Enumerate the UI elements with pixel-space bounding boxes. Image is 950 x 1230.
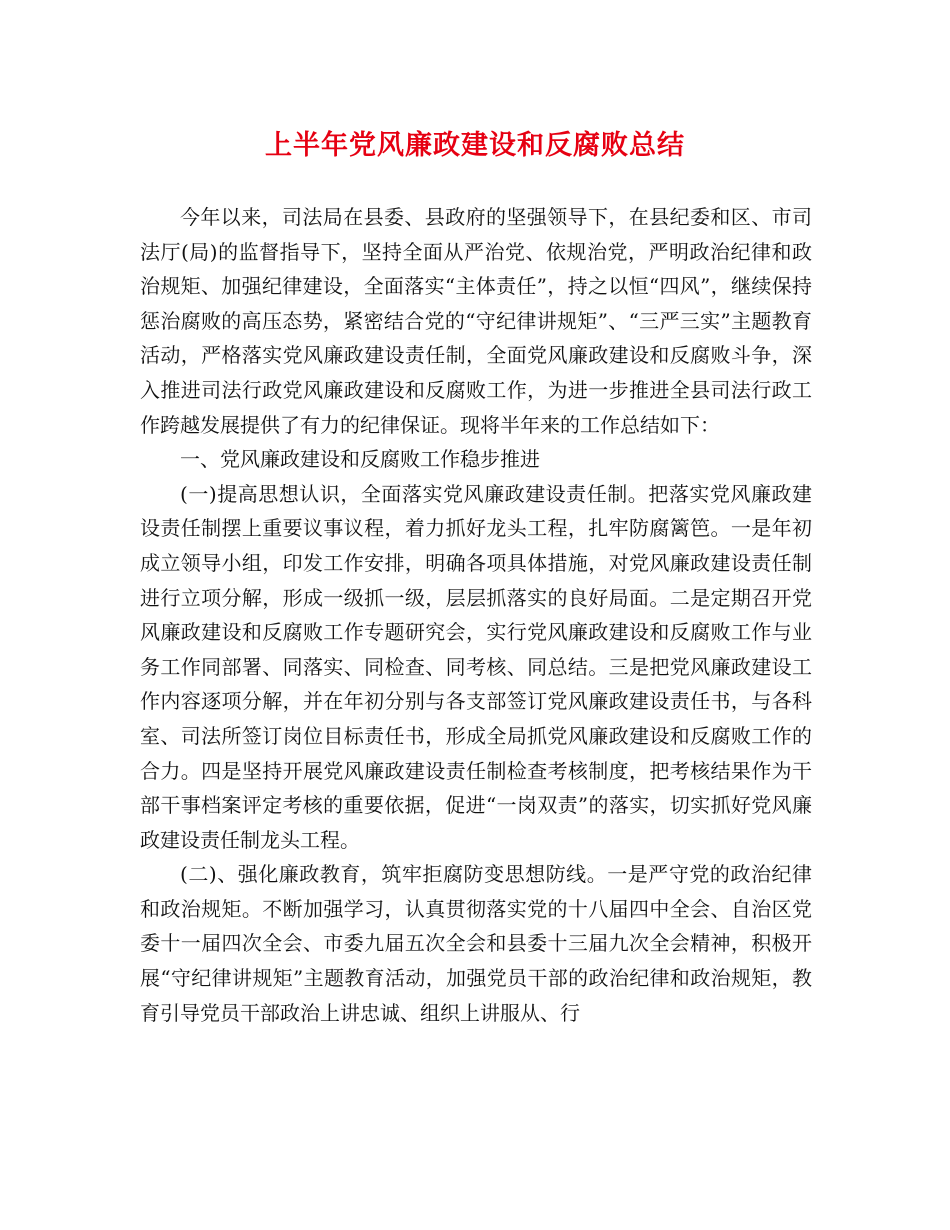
document-title: 上半年党风廉政建设和反腐败总结 [265,130,685,161]
section-heading-1: 一、党风廉政建设和反腐败工作稳步推进 [180,447,540,472]
paragraph-intro: 今年以来，司法局在县委、县政府的坚强领导下，在县纪委和区、市司法厅(局)的监督指导下，坚持全面从严治党、依规治党，严明政治纪律和政治规矩、加强纪律建设，全面落实“主体责任”，持之以恒“四风”，继续保持惩治腐败的高压态势，紧密结合党的“守纪律讲规矩”、“三严三实”主题教育活动，严格落实党风廉政建设责任制，全面党风廉政建设和反腐败斗争，深入推进司法行政党风廉政建设和反腐败工作，为进一步推进全县司法行政工作跨越发展提供了有力的纪律保证。现将半年来的工作总结如下： [140,205,812,437]
paragraph-responsibility: (一)提高思想认识，全面落实党风廉政建设责任制。把落实党风廉政建设责任制摆上重要议事议程，着力抓好龙头工程，扎牢防腐篱笆。一是年初成立领导小组，印发工作安排，明确各项具体措施，对党风廉政建设责任制进行立项分解，形成一级抓一级，层层抓落实的良好局面。二是定期召开党风廉政建设和反腐败工作专题研究会，实行党风廉政建设和反腐败工作与业务工作同部署、同落实、同检查、同考核、同总结。三是把党风廉政建设工作内容逐项分解，并在年初分别与各支部签订党风廉政建设责任书，与各科室、司法所签订岗位目标责任书，形成全局抓党风廉政建设和反腐败工作的合力。四是坚持开展党风廉政建设责任制检查考核制度，把考核结果作为干部干事档案评定考核的重要依据，促进“一岗双责”的落实，切实抓好党风廉政建设责任制龙头工程。 [140,481,812,852]
document-body [140,200,812,1030]
paragraph-education: (二)、强化廉政教育，筑牢拒腐防变思想防线。一是严守党的政治纪律和政治规矩。不断加强学习，认真贯彻落实党的十八届四中全会、自治区党委十一届四次全会、市委九届五次全会和县委十三届九次全会精神，积极开展“守纪律讲规矩”主题教育活动，加强党员干部的政治纪律和政治规矩，教育引导党员干部政治上讲忠诚、组织上讲服从、行 [140,862,812,1025]
